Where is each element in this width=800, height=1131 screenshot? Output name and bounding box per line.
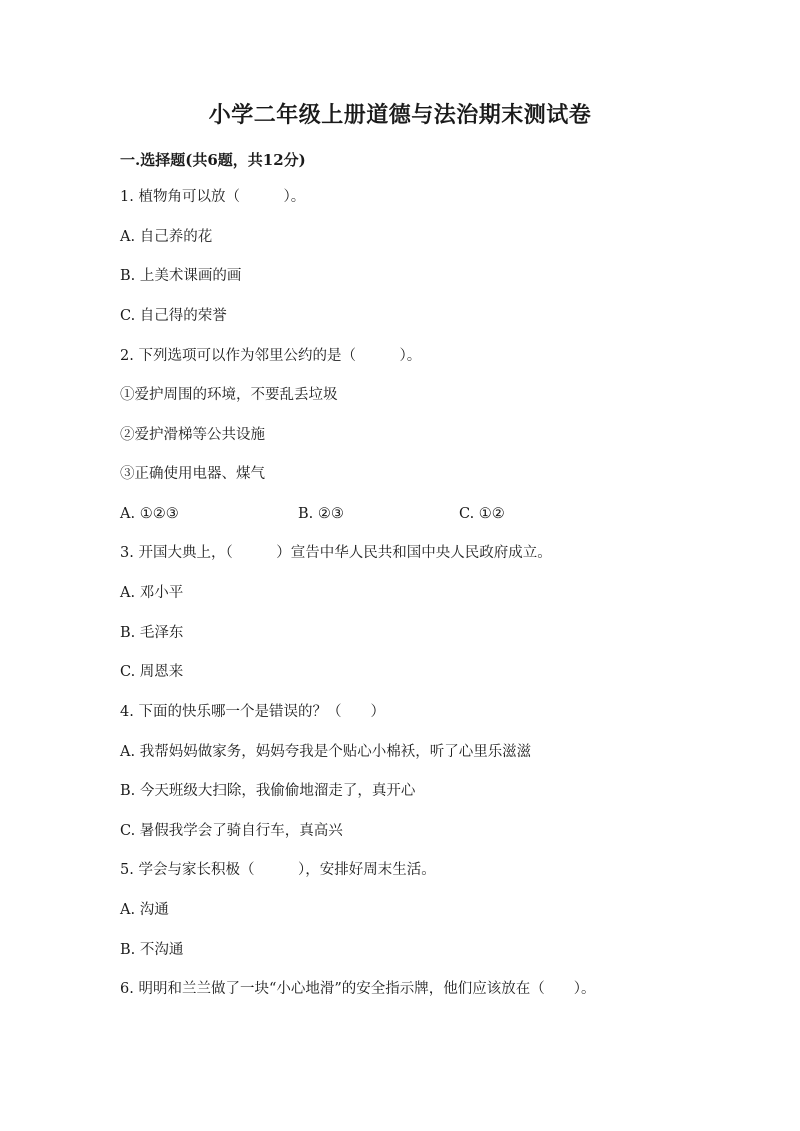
question-2-option-c: C. ①② xyxy=(459,506,505,522)
question-3-stem: 3. 开国大典上，（ ）宣告中华人民共和国中央人民政府成立。 xyxy=(120,545,552,561)
page-title: 小学二年级上册道德与法治期末测试卷 xyxy=(208,102,592,128)
question-1-option-b: B. 上美术课画的画 xyxy=(120,268,242,284)
question-5-option-b: B. 不沟通 xyxy=(120,942,184,958)
question-2-statement-2: ②爱护滑梯等公共设施 xyxy=(120,427,265,443)
question-2-statement-1: ①爱护周围的环境，不要乱丢垃圾 xyxy=(120,387,338,403)
section-header: 一.选择题(共6题，共12分) xyxy=(120,151,306,169)
question-2-statement-3: ③正确使用电器、煤气 xyxy=(120,466,265,482)
question-1-option-a: A. 自己养的花 xyxy=(120,229,213,245)
question-2-option-a: A. ①②③ xyxy=(120,506,179,522)
question-4-option-c: C. 暑假我学会了骑自行车，真高兴 xyxy=(120,823,343,839)
question-4-option-a: A. 我帮妈妈做家务，妈妈夸我是个贴心小棉袄，听了心里乐滋滋 xyxy=(120,744,532,760)
question-5-option-a: A. 沟通 xyxy=(120,902,169,918)
question-1-option-c: C. 自己得的荣誉 xyxy=(120,308,227,324)
question-2-option-b: B. ②③ xyxy=(298,506,344,522)
question-4-option-b: B. 今天班级大扫除，我偷偷地溜走了，真开心 xyxy=(120,783,416,799)
question-4-stem: 4. 下面的快乐哪一个是错误的？（ ） xyxy=(120,704,385,720)
question-6-stem: 6. 明明和兰兰做了一块“小心地滑”的安全指示牌，他们应该放在（ ）。 xyxy=(120,981,596,997)
question-3-option-b: B. 毛泽东 xyxy=(120,625,184,641)
question-5-stem: 5. 学会与家长积极（ ），安排好周末生活。 xyxy=(120,862,436,878)
question-3-option-a: A. 邓小平 xyxy=(120,585,184,601)
question-1-stem: 1. 植物角可以放（ ）。 xyxy=(120,189,306,205)
question-3-option-c: C. 周恩来 xyxy=(120,664,184,680)
question-2-stem: 2. 下列选项可以作为邻里公约的是（ ）。 xyxy=(120,348,422,364)
